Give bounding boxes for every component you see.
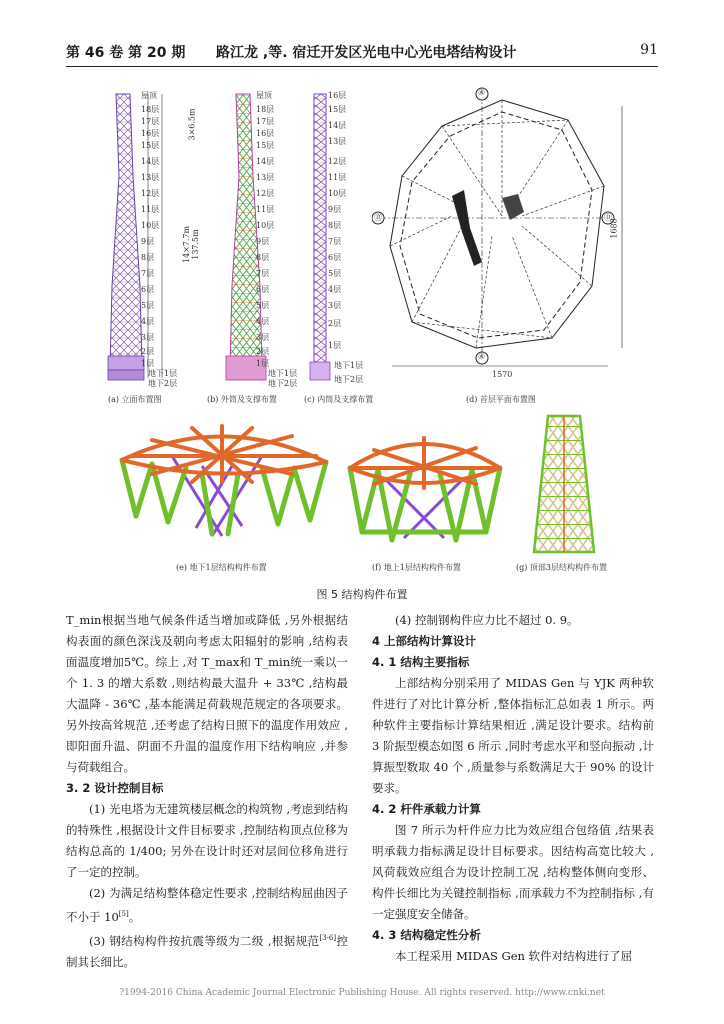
paragraph: 上部结构分别采用了 MIDAS Gen 与 YJK 两种软件进行了对比计算分析 ,整体指标汇总如表 1 所示。两种软件主要指标计算结果相近 ,满足设计要求。结构前 3 阶振型模态如图 6 所示 ,同时考虑水平和竖向振动 ,计算振型数取 40 个 ,质量参与系数满足大于 90% 的设计要求。 [372,676,654,795]
subcaption-b: (b) 外筒及支撑布置 [207,395,277,404]
floor-label: 18层 [256,105,275,114]
journal-volume: 第 46 卷 第 20 期 [66,45,186,61]
floor-label: 11层 [256,205,275,214]
dimension-label: 14×7.7m [182,225,192,264]
paragraph-text: (3) 钢结构构件按抗震等级为二级 ,根据规范 [89,933,320,948]
floor-label: 13层 [141,173,160,182]
floor-label: 10层 [256,221,275,230]
dimension-label: 1570 [492,370,513,379]
paragraph-text: 。 [128,909,141,924]
paragraph: T_min根据当地气候条件适当增加或降低 ,另外根据结构表面的颜色深浅及朝向考虑太阳辐射的影响 ,结构表面温度增加5℃。综上 ,对 T_max和 T_min统一乘以一个 1. 3 的增大系数 ,则结构最大温升 + 33℃ ,结构最大温降 - 36℃ ,基本能满足荷载规范规定的各项要求。另外按高耸规范 ,还考虑了结构日照下的温度作用效应 ,即阳面升温、阴面不升温的温度作用下结构响应 ,并参与荷载组合。 [66,613,348,774]
floor-label: 16层 [141,129,160,138]
right-column [372,610,654,967]
article-running-title: 路江龙 ,等. 宿迁开发区光电中心光电塔结构设计 [216,45,517,61]
floor-label: 8层 [256,253,270,262]
figure-5d-floor-plan [372,86,628,382]
floor-label: 地下2层 [268,379,298,388]
paragraph: (4) 控制钢构件应力比不超过 0. 9。 [395,613,579,627]
axis-label: Ⓓ [604,213,612,222]
floor-label: 13层 [328,137,347,146]
floor-label: 地下2层 [334,375,364,384]
floor-label: 2层 [256,347,270,356]
floor-label: 6层 [141,285,155,294]
running-header [66,42,658,62]
axis-label: Ⓓ [374,213,382,222]
floor-label: 2层 [141,347,155,356]
page-number: 91 [640,42,658,58]
floor-label: 地下1层 [334,361,364,370]
floor-label: 3层 [256,333,270,342]
floor-label: 2层 [328,319,342,328]
floor-label: 12层 [141,189,160,198]
header-rule [66,66,658,67]
floor-label: 地下1层 [268,369,298,378]
floor-label: 12层 [256,189,275,198]
floor-label: 屋顶 [141,91,157,100]
axis-label: ④ [478,352,486,361]
floor-label: 6层 [256,285,270,294]
section-heading: 4 上部结构计算设计 [372,634,477,648]
floor-label: 9层 [256,237,270,246]
floor-label: 14层 [141,157,160,166]
paragraph: 本工程采用 MIDAS Gen 软件对结构进行了屈 [395,949,633,963]
floor-label: 5层 [141,301,155,310]
subcaption-a: (a) 立面布置图 [108,395,162,404]
floor-label: 17层 [256,117,275,126]
paragraph: (1) 光电塔为无建筑楼层概念的构筑物 ,考虑到结构的特殊性 ,根据设计文件目标要求 ,控制结构顶点位移为结构总高的 1/400; 另外在设计时还对层间位移角进行了一定的控制。 [66,802,348,879]
subcaption-g: (g) 顶部3层结构构件布置 [516,563,607,572]
citation[interactable]: [3-6] [319,933,337,942]
floor-label: 10层 [141,221,160,230]
floor-label: 15层 [256,141,275,150]
paragraph [66,928,348,973]
floor-label: 10层 [328,189,347,198]
floor-label: 7层 [328,237,342,246]
floor-label: 15层 [141,141,160,150]
subcaption-c: (c) 内筒及支撑布置 [304,395,374,404]
floor-label: 3层 [328,301,342,310]
floor-label: 9层 [328,205,342,214]
floor-label: 4层 [328,285,342,294]
floor-label: 11层 [141,205,160,214]
figure-5f-floor1-3d [344,428,506,558]
floor-label: 18层 [141,105,160,114]
floor-label: 5层 [256,301,270,310]
floor-label: 13层 [256,173,275,182]
subsection-heading: 4. 1 结构主要指标 [372,655,470,669]
subsection-heading: 4. 3 结构稳定性分析 [372,928,481,942]
paragraph: 图 7 所示为杆件应力比为效应组合包络值 ,结果表明承载力指标满足设计目标要求。因结构高宽比较大 ,风荷载效应组合为设计控制工况 ,结构整体侧向变形、构件长细比为关键控制指标 ,而承载力不为控制指标 ,有一定强度安全储备。 [372,823,654,921]
floor-label: 1层 [141,359,155,368]
floor-label: 4层 [141,317,155,326]
floor-label: 1层 [328,341,342,350]
floor-label: 3层 [141,333,155,342]
floor-label: 11层 [328,173,347,182]
floor-label: 地下2层 [148,379,178,388]
floor-label: 8层 [141,253,155,262]
floor-label: 7层 [256,269,270,278]
copyright-footer: ?1994-2016 China Academic Journal Electronic Publishing House. All rights reserved. http://www.cnki.net [119,988,605,998]
paragraph-text: (2) 为满足结构整体稳定性要求 ,控制结构屈曲因子不小于 10 [66,886,348,924]
floor-label: 17层 [141,117,160,126]
paragraph [66,883,348,928]
floor-label: 6层 [328,253,342,262]
subcaption-e: (e) 地下1层结构构件布置 [176,563,267,572]
floor-label: 14层 [328,121,347,130]
citation[interactable]: [5] [118,910,129,918]
floor-label: 8层 [328,221,342,230]
floor-label: 16层 [256,129,275,138]
paragraph-text: 控制其长细比。 [66,933,348,969]
dimension-label: 137.5m [190,229,200,260]
floor-label: 1层 [256,359,270,368]
subcaption-d: (d) 首层平面布置图 [466,395,536,404]
figure-caption: 图 5 结构构件布置 [316,588,408,601]
floor-label: 4层 [256,317,270,326]
floor-label: 16层 [328,91,347,100]
floor-label: 7层 [141,269,155,278]
figure-5e-basement-3d [112,416,338,556]
axis-label: ④ [478,88,486,97]
dimension-label: 3×6.5m [187,108,197,141]
floor-label: 9层 [141,237,155,246]
subsection-heading: 4. 2 杆件承载力计算 [372,802,481,816]
floor-label: 5层 [328,269,342,278]
left-column [66,610,348,973]
dimension-label: 1688 [609,218,619,239]
floor-label: 12层 [328,157,347,166]
subcaption-f: (f) 地上1层结构构件布置 [372,563,461,572]
section-heading: 3. 2 设计控制目标 [66,781,164,795]
figure-5g-top-floors-3d [528,412,600,558]
floor-label: 14层 [256,157,275,166]
floor-label: 屋顶 [256,91,272,100]
floor-label: 地下1层 [148,369,178,378]
floor-label: 15层 [328,105,347,114]
